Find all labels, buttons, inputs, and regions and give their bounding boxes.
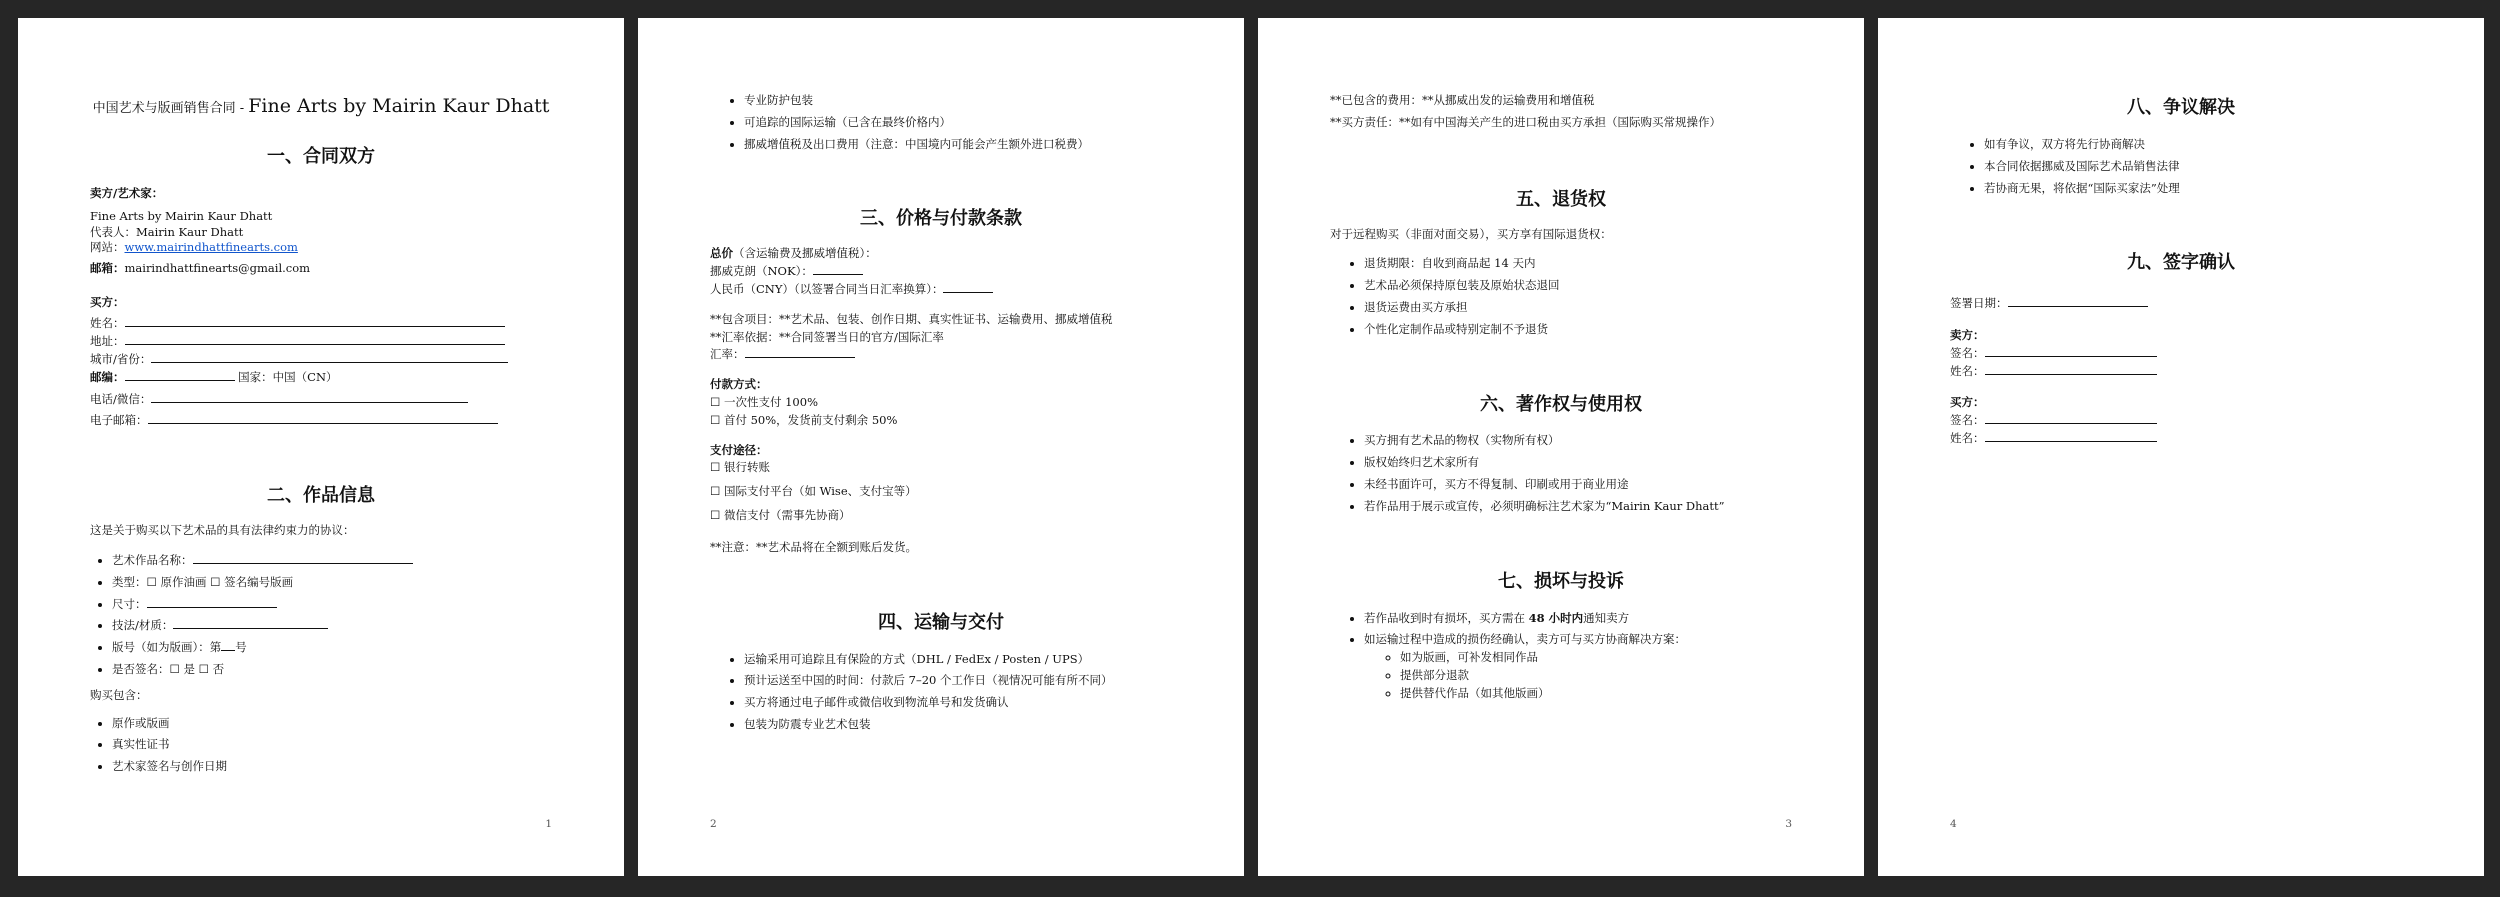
payment-option-split[interactable]: ☐ 首付 50%，发货前支付剩余 50%	[710, 412, 898, 427]
name-label: 姓名：	[90, 316, 125, 331]
list-item: • 版权始终归艺术家所有	[1364, 454, 1792, 472]
buyer-responsibility: **买方责任：**如有中国海关产生的进口税由买方承担（国际购买常规操作）	[1330, 114, 1721, 129]
list-item	[112, 596, 552, 614]
medium-blank	[173, 617, 328, 629]
medium-label: 技法/材质：	[112, 618, 174, 633]
rate-basis: **汇率依据：**合同签署当日的官方/国际汇率	[710, 329, 944, 344]
page-number: 3	[1785, 817, 1792, 830]
copyright-list	[1330, 432, 1792, 515]
list-item: • 专业防护包装	[744, 92, 1172, 110]
name-blank-line	[125, 315, 505, 327]
size-blank	[147, 596, 277, 608]
list-item	[1364, 631, 1792, 702]
payment-channel-label: 支付途径：	[710, 442, 768, 457]
list-item: • 个性化定制作品或特别定制不予退货	[1364, 321, 1792, 339]
edition-blank	[221, 639, 235, 651]
list-item: • 未经书面许可，买方不得复制、印刷或用于商业用途	[1364, 476, 1792, 494]
seller-name-blank	[1985, 363, 2157, 375]
page-number: 4	[1950, 817, 1957, 830]
includes-label: 购买包含：	[90, 687, 148, 702]
list-item: • 预计运送至中国的时间：付款后 7–20 个工作日（视情况可能有所不同）	[744, 672, 1172, 690]
contract-page-1	[18, 18, 624, 876]
solution-sublist	[1378, 649, 1792, 702]
list-item	[1364, 610, 1792, 628]
buyer-label: 买方：	[90, 294, 125, 309]
buyer-sign-label: 买方：	[1950, 395, 1985, 410]
list-item: • 挪威增值税及出口费用（注意：中国境内可能会产生额外进口税费）	[744, 136, 1172, 154]
dispute-list	[1950, 136, 2412, 197]
total-price-line	[710, 245, 1172, 263]
rate-field	[710, 346, 1172, 364]
cny-field	[710, 281, 1172, 299]
section-5-heading: 五、退货权	[1516, 188, 1606, 210]
contract-page-3	[1258, 18, 1864, 876]
seller-name-field	[1950, 363, 2412, 381]
channel-international-platform[interactable]: ☐ 国际支付平台（如 Wise、支付宝等）	[710, 484, 917, 499]
sign-label: 签名：	[1950, 413, 1985, 428]
artwork-name-blank	[193, 552, 413, 564]
list-item	[112, 617, 552, 635]
postal-label: 邮编：	[90, 369, 125, 384]
total-label: 总价	[710, 246, 733, 261]
cny-blank	[943, 281, 993, 293]
city-label: 城市/省份：	[90, 351, 152, 366]
list-item: ◦ 提供替代作品（如其他版画）	[1400, 685, 1792, 703]
seller-email	[90, 260, 552, 278]
section-2-intro: 这是关于购买以下艺术品的具有法律约束力的协议：	[90, 523, 355, 538]
buyer-email-field	[90, 412, 552, 430]
list-item: • 是否签名：☐ 是 ☐ 否	[112, 661, 552, 679]
nok-label: 挪威克朗（NOK）：	[710, 264, 813, 279]
website-label: 网站：	[90, 240, 125, 255]
list-item: ◦ 如为版画，可补发相同作品	[1400, 649, 1792, 667]
list-item: ◦ 提供部分退款	[1400, 667, 1792, 685]
section-7-heading: 七、损坏与投诉	[1498, 570, 1624, 592]
buyer-email-label: 电子邮箱：	[90, 413, 148, 428]
website-link[interactable]: www.mairindhattfinearts.com	[124, 240, 298, 255]
list-item: • 退货运费由买方承担	[1364, 299, 1792, 317]
sign-date-field	[1950, 295, 2412, 313]
buyer-signature-blank	[1985, 412, 2157, 424]
list-item: • 艺术家签名与创作日期	[112, 758, 552, 776]
contract-page-4	[1878, 18, 2484, 876]
title-english: Fine Arts by Mairin Kaur Dhatt	[248, 95, 550, 117]
postal-blank-line	[125, 369, 235, 381]
list-item: • 类型：☐ 原作油画 ☐ 签名编号版画	[112, 574, 552, 592]
artwork-info-list	[90, 552, 552, 679]
return-list	[1330, 255, 1792, 338]
seller-representative: 代表人：Mairin Kaur Dhatt	[90, 224, 244, 239]
list-item	[112, 552, 552, 570]
rate-blank	[745, 346, 855, 358]
list-item	[112, 639, 552, 657]
list-item: • 艺术品必须保持原包装及原始状态退回	[1364, 277, 1792, 295]
buyer-name-field	[90, 315, 552, 333]
list-item: • 运输采用可追踪且有保险的方式（DHL / FedEx / Posten / UPS）	[744, 651, 1172, 669]
payment-method-label: 付款方式：	[710, 377, 768, 392]
address-blank-line	[125, 333, 505, 345]
section-3-heading: 三、价格与付款条款	[860, 208, 1022, 230]
section-2-heading: 二、作品信息	[267, 485, 375, 507]
damage-text-c: 通知卖方	[1583, 610, 1630, 625]
buyer-name-blank	[1985, 430, 2157, 442]
name-label: 姓名：	[1950, 363, 1985, 378]
seller-sign-label: 卖方：	[1950, 328, 1985, 343]
list-item: • 本合同依据挪威及国际艺术品销售法律	[1984, 158, 2412, 176]
edition-suffix: 号	[235, 640, 247, 655]
shipping-list	[710, 651, 1172, 734]
damage-deadline: 48 小时内	[1528, 610, 1584, 625]
section-1-heading: 一、合同双方	[267, 146, 375, 168]
seller-signature-field	[1950, 345, 2412, 363]
channel-bank-transfer[interactable]: ☐ 银行转账	[710, 460, 770, 475]
buyer-city-field	[90, 351, 552, 369]
costs-included: **已包含的费用：**从挪威出发的运输费用和增值税	[1330, 93, 1595, 107]
damage-list	[1330, 610, 1792, 703]
address-label: 地址：	[90, 334, 125, 349]
document-title	[90, 92, 552, 121]
list-item: • 包装为防震专业艺术包装	[744, 716, 1172, 734]
list-item: • 如有争议，双方将先行协商解决	[1984, 136, 2412, 154]
payment-note: **注意：**艺术品将在全额到账后发货。	[710, 539, 917, 554]
edition-label: 版号（如为版画）：第	[112, 640, 222, 655]
phone-label: 电话/微信：	[90, 391, 152, 406]
buyer-name-field	[1950, 430, 2412, 448]
seller-name: Fine Arts by Mairin Kaur Dhatt	[90, 209, 273, 224]
section-9-heading: 九、签字确认	[2127, 252, 2235, 274]
list-item: • 若协商无果，将依据“国际买家法”处理	[1984, 180, 2412, 198]
list-item: • 买方拥有艺术品的物权（实物所有权）	[1364, 432, 1792, 450]
page-number: 2	[710, 817, 717, 830]
included-items: **包含项目：**艺术品、包装、创作日期、真实性证书、运输费用、挪威增值税	[710, 311, 1113, 326]
email-value: mairindhattfinearts@gmail.com	[124, 260, 311, 275]
list-item: • 原作或版画	[112, 715, 552, 733]
seller-signature-blank	[1985, 345, 2157, 357]
seller-website	[90, 240, 552, 256]
section-5-intro: 对于远程购买（非面对面交易），买方享有国际退货权：	[1330, 226, 1612, 241]
nok-blank	[813, 263, 863, 275]
name-label: 姓名：	[1950, 431, 1985, 446]
includes-list	[90, 715, 552, 776]
date-label: 签署日期：	[1950, 296, 2008, 311]
size-label: 尺寸：	[112, 596, 147, 611]
package-list	[710, 92, 1172, 153]
city-blank-line	[151, 351, 508, 363]
channel-wechat[interactable]: ☐ 微信支付（需事先协商）	[710, 508, 851, 523]
damage-solution-intro: 如运输过程中造成的损伤经确认，卖方可与买方协商解决方案：	[1364, 632, 1686, 647]
buyer-address-field	[90, 333, 552, 351]
nok-field	[710, 263, 1172, 281]
list-item: • 真实性证书	[112, 736, 552, 754]
cny-label: 人民币（CNY）（以签署合同当日汇率换算）：	[710, 281, 944, 296]
phone-blank-line	[151, 391, 468, 403]
section-6-heading: 六、著作权与使用权	[1480, 393, 1642, 415]
rate-label: 汇率：	[710, 347, 745, 362]
list-item: • 若作品用于展示或宣传，必须明确标注艺术家为“Mairin Kaur Dhatt”	[1364, 498, 1792, 516]
title-chinese: 中国艺术与版画销售合同 -	[92, 101, 249, 116]
date-blank	[2008, 295, 2148, 307]
artwork-name-label: 艺术作品名称：	[112, 552, 193, 567]
buyer-email-blank-line	[148, 412, 498, 424]
buyer-signature-field	[1950, 412, 2412, 430]
total-note: （含运输费及挪威增值税）：	[733, 246, 877, 261]
buyer-postal-field	[90, 369, 552, 387]
email-label: 邮箱：	[90, 260, 125, 275]
buyer-phone-field	[90, 391, 552, 409]
section-8-heading: 八、争议解决	[2127, 97, 2235, 118]
section-4-heading: 四、运输与交付	[878, 611, 1004, 633]
country-label: 国家：中国（CN）	[238, 369, 338, 384]
list-item: • 退货期限：自收到商品起 14 天内	[1364, 255, 1792, 273]
damage-text-a: 若作品收到时有损坏，买方需在	[1364, 610, 1529, 625]
contract-page-2	[638, 18, 1244, 876]
seller-label: 卖方/艺术家：	[90, 186, 164, 201]
payment-option-full[interactable]: ☐ 一次性支付 100%	[710, 395, 818, 410]
list-item: • 可追踪的国际运输（已含在最终价格内）	[744, 114, 1172, 132]
sign-label: 签名：	[1950, 345, 1985, 360]
list-item: • 买方将通过电子邮件或微信收到物流单号和发货确认	[744, 694, 1172, 712]
page-number: 1	[545, 817, 552, 830]
